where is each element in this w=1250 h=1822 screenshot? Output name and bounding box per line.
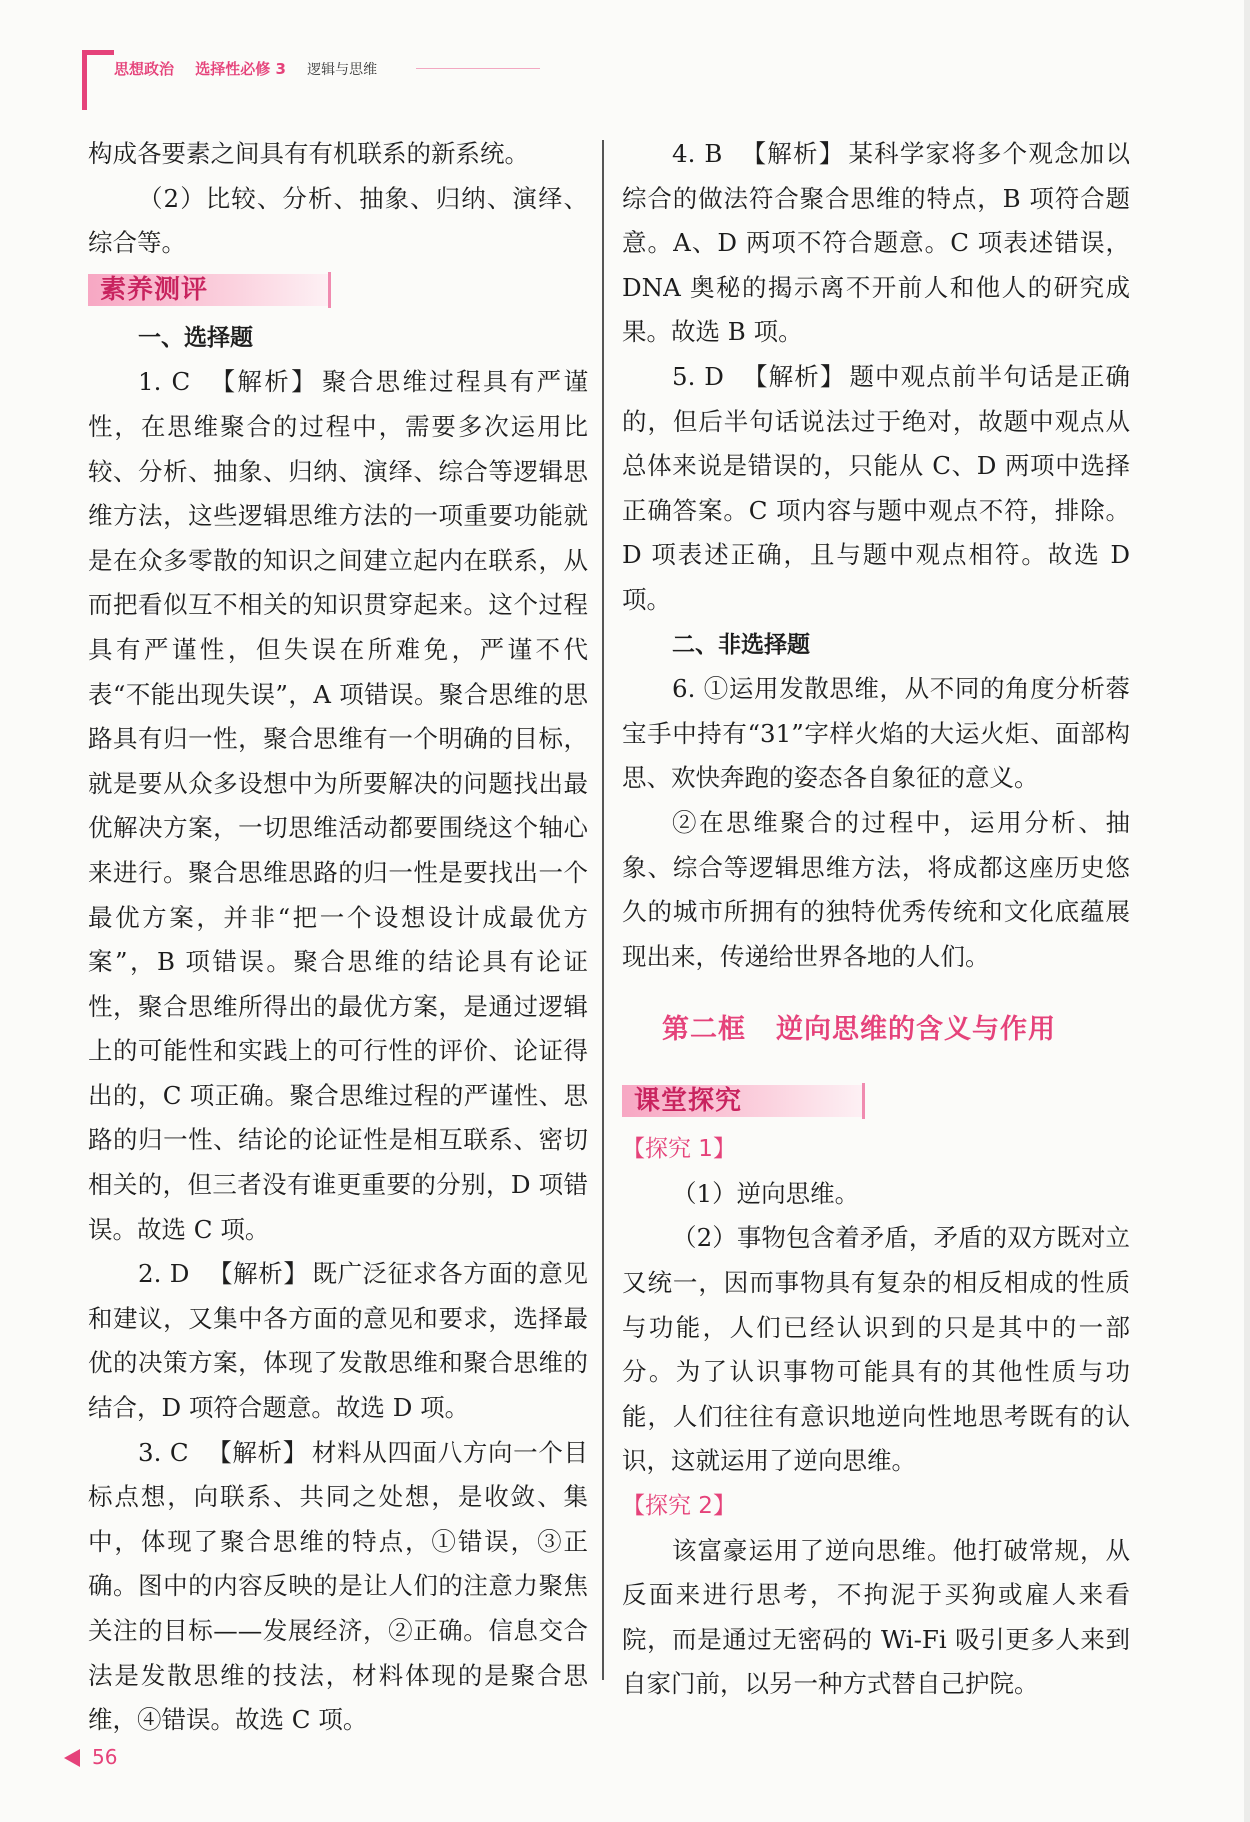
section-title: 素养测评 <box>100 274 209 305</box>
section-header <box>622 1081 1130 1121</box>
right-column <box>622 132 1130 1707</box>
answer-item <box>88 1431 588 1743</box>
subsection-title: 一、选择题 <box>138 324 253 351</box>
answer-text: 既广泛征求各方面的意见和建议，又集中各方面的意见和要求，选择最优的决策方案，体现了发散思维和聚合思维的结合，D 项符合题意。故选 D 项。 <box>88 1259 589 1423</box>
header-corner-cap <box>82 50 114 55</box>
header-volume: 选择性必修 3 <box>195 60 286 78</box>
answer-item <box>622 355 1130 623</box>
frame-heading: 逆向思维的含义与作用 <box>776 1014 1056 1046</box>
page-number <box>64 1745 117 1769</box>
column-divider <box>602 140 604 1680</box>
paragraph: 6. ①运用发散思维，从不同的角度分析蓉宝手中持有“31”字样火焰的大运火炬、面部构思、欢快奔跑的姿态各自象征的意义。 <box>622 674 1130 793</box>
analysis-label: 【解析】 <box>206 1437 308 1467</box>
analysis-label: 【解析】 <box>741 361 846 391</box>
frame-label: 第二框 <box>662 1014 746 1046</box>
analysis-label: 【解析】 <box>208 367 318 397</box>
probe-label: 【探究 1】 <box>622 1136 736 1163</box>
question-number: 5. D <box>672 361 724 391</box>
header-rule <box>416 68 540 69</box>
answer-text: 材料从四面八方向一个目标点想，向联系、共同之处想，是收敛、集中，体现了聚合思维的特点，①错误，③正确。图中的内容反映的是让人们的注意力聚焦关注的目标——发展经济，②正确。信息交合法是发散思维的技法，材料体现的是聚合思维，④错误。故选 C 项。 <box>88 1437 589 1735</box>
subsection-title: 二、非选择题 <box>672 631 810 658</box>
paragraph: （2）事物包含着矛盾，矛盾的双方既对立又统一，因而事物具有复杂的相反相成的性质与功能，人们已经认识到的只是其中的一部分。为了认识事物可能具有的其他性质与功能，人们往往有意识地逆向性地思考既有的认识，这就运用了逆向思维。 <box>622 1223 1130 1476</box>
analysis-label: 【解析】 <box>207 1259 309 1289</box>
section-header <box>88 270 588 310</box>
paragraph: （1）逆向思维。 <box>672 1178 860 1208</box>
header-corner-mark <box>82 50 87 110</box>
header-book: 逻辑与思维 <box>307 62 378 78</box>
running-header <box>114 58 393 79</box>
paragraph: 该富豪运用了逆向思维。他打破常规，从反面来进行思考，不拘泥于买狗或雇人来看院，而是通过无密码的 Wi-Fi 吸引更多人来到自家门前，以另一种方式替自己护院。 <box>622 1535 1130 1699</box>
page-arrow-icon <box>64 1749 80 1767</box>
page-edge <box>1244 0 1250 1822</box>
frame-title <box>662 1005 1130 1055</box>
probe-label: 【探究 2】 <box>622 1493 736 1520</box>
paragraph: （2）比较、分析、抽象、归纳、演绎、综合等。 <box>88 183 588 258</box>
answer-text: 某科学家将多个观念加以综合的做法符合聚合思维的特点，B 项符合题意。A、D 两项不符合题意。C 项表述错误，DNA 奥秘的揭示离不开前人和他人的研究成果。故选 B 项。 <box>622 139 1131 347</box>
page-number-text: 56 <box>92 1745 118 1769</box>
answer-item <box>88 1252 588 1430</box>
question-number: 4. B <box>672 139 723 168</box>
answer-text: 聚合思维过程具有严谨性，在思维聚合的过程中，需要多次运用比较、分析、抽象、归纳、演绎、综合等逻辑思维方法，这些逻辑思维方法的一项重要功能就是在众多零散的知识之间建立起内在联系，从而把看似互不相关的知识贯穿起来。这个过程具有严谨性，但失误在所难免，严谨不代表“不能出现失误”，A 项错误。聚合思维的思路具有归一性，聚合思维有一个明确的目标，就是要从众多设想中为所要解决的问题找出最优解决方案，一切思维活动都要围绕这个轴心来进行。聚合思维思路的归一性是要找出一个最优方案，并非“把一个设想设计成最优方案”，B 项错误。聚合思维的结论具有论证性，聚合思维所得出的最优方案，是通过逻辑上的可能性和实践上的可行性的评价、论证得出的，C 项正确。聚合思维过程的严谨性、思路的归一性、结论的论证性是相互联系、密切相关的，但三者没有谁更重要的分别，D 项错误。故选 C 项。 <box>88 367 588 1244</box>
question-number: 2. D <box>138 1259 190 1289</box>
answer-text: 题中观点前半句话是正确的，但后半句话说法过于绝对，故题中观点从总体来说是错误的，只能从 C、D 两项中选择正确答案。C 项内容与题中观点不符，排除。D 项表述正确，且与题中观点相符。故选 D 项。 <box>622 361 1131 614</box>
analysis-label: 【解析】 <box>740 139 845 168</box>
question-number: 1. C <box>138 367 191 397</box>
paragraph: ②在思维聚合的过程中，运用分析、抽象、综合等逻辑思维方法，将成都这座历史悠久的城市所拥有的独特优秀传统和文化底蕴展现出来，传递给世界各地的人们。 <box>622 807 1130 971</box>
paragraph: 构成各要素之间具有有机联系的新系统。 <box>88 139 529 168</box>
section-title: 课堂探究 <box>634 1086 743 1117</box>
answer-item <box>622 132 1130 355</box>
left-column <box>88 132 588 1743</box>
question-number: 3. C <box>138 1437 189 1467</box>
answer-item <box>88 360 588 1252</box>
header-subject: 思想政治 <box>114 60 175 78</box>
